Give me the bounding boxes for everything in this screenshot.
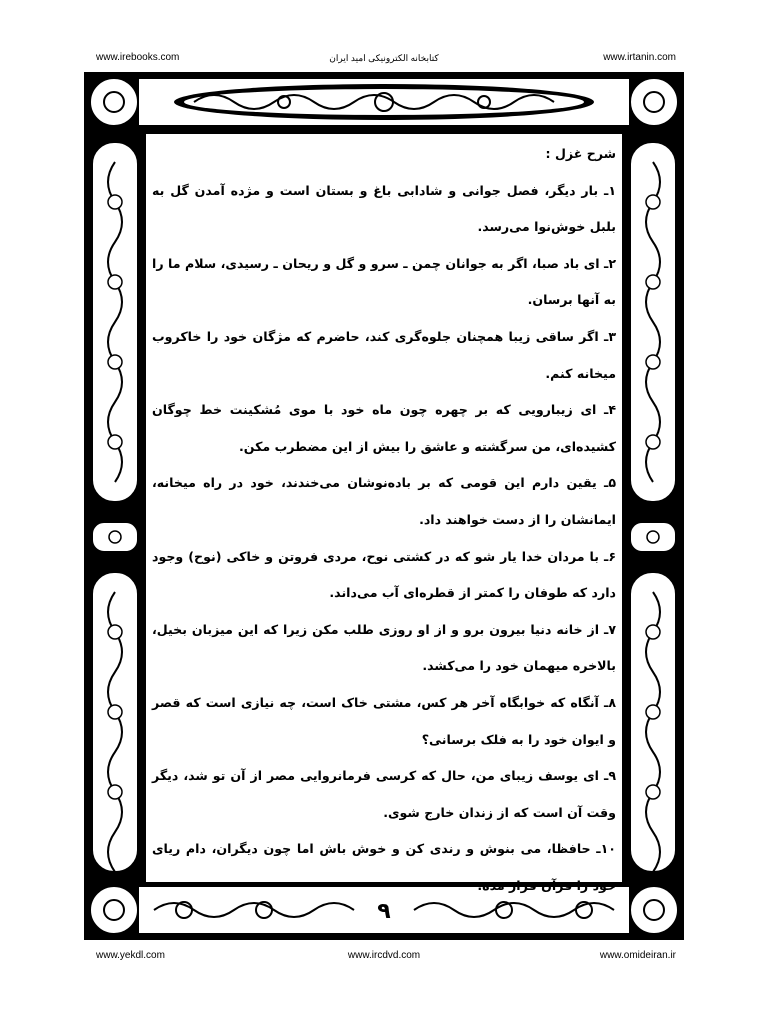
paragraph-10: ۱۰ـ حافظا، می بنوش و رندی کن و خوش باش اما چون دیگران، دام ریای خود را قرآن قرار مده. — [152, 841, 616, 893]
footer-left-link[interactable]: www.yekdl.com — [96, 950, 165, 961]
page-content — [152, 136, 616, 893]
footer-center-link[interactable]: www.ircdvd.com — [347, 950, 421, 961]
header-left-link[interactable]: www.irebooks.com — [96, 52, 180, 63]
paragraph-8: ۸ـ آنگاه که خوابگاه آخر هر کس، مشتی خاک است، چه نیازی است که قصر و ایوان خود را به فلک برسانی؟ — [152, 694, 616, 747]
page-title: شرح غزل : — [545, 146, 616, 161]
paragraph-9: ۹ـ ای یوسف زیبای من، حال که کرسی فرمانروایی مصر از آن تو شد، دیگر وقت آن است که از زندان خارج شوی. — [152, 768, 616, 820]
page-number: ۹ — [377, 899, 391, 924]
footer-right-link[interactable]: www.omideiran.ir — [599, 950, 676, 961]
paragraph-1: ۱ـ بار دیگر، فصل جوانی و شادابی باغ و بستان است و مژده آمدن گل به بلبل خوش‌نوا می‌رسد. — [152, 182, 616, 235]
paragraph-7: ۷ـ از خانه دنیا بیرون برو و از او روزی طلب مکن زیرا که این میزبان بخیل، بالاخره میهمان خود را می‌کشد. — [152, 621, 616, 674]
paragraph-6: ۶ـ با مردان خدا یار شو که در کشتی نوح، مردی فروتن و خاکی (نوح) وجود دارد که طوفان را کمتر از قطره‌ای آب می‌داند. — [152, 548, 616, 601]
paragraph-4: ۴ـ ای زیبارویی که بر چهره چون ماه خود با موی مُشکینت خط چوگان کشیده‌ای، من سرگشته و عاشق را بیش از این مضطرب مکن. — [152, 402, 616, 454]
paragraph-2: ۲ـ ای باد صبا، اگر به جوانان چمن ـ سرو و گل و ریحان ـ رسیدی، سلام ما را به آنها برسان. — [152, 255, 616, 308]
paragraph-5: ۵ـ یقین دارم این قومی که بر باده‌نوشان می‌خندند، خود در راه میخانه، ایمانشان را از دست خواهند داد. — [152, 475, 616, 527]
paragraph-3: ۳ـ اگر ساقی زیبا همچنان جلوه‌گری کند، حاضرم که مژگان خود را خاکروب میخانه کنم. — [152, 328, 616, 381]
header-right-link[interactable]: www.irtanin.com — [603, 52, 676, 63]
header-center-text: کتابخانه الکترونیکی امید ایران — [329, 53, 439, 63]
